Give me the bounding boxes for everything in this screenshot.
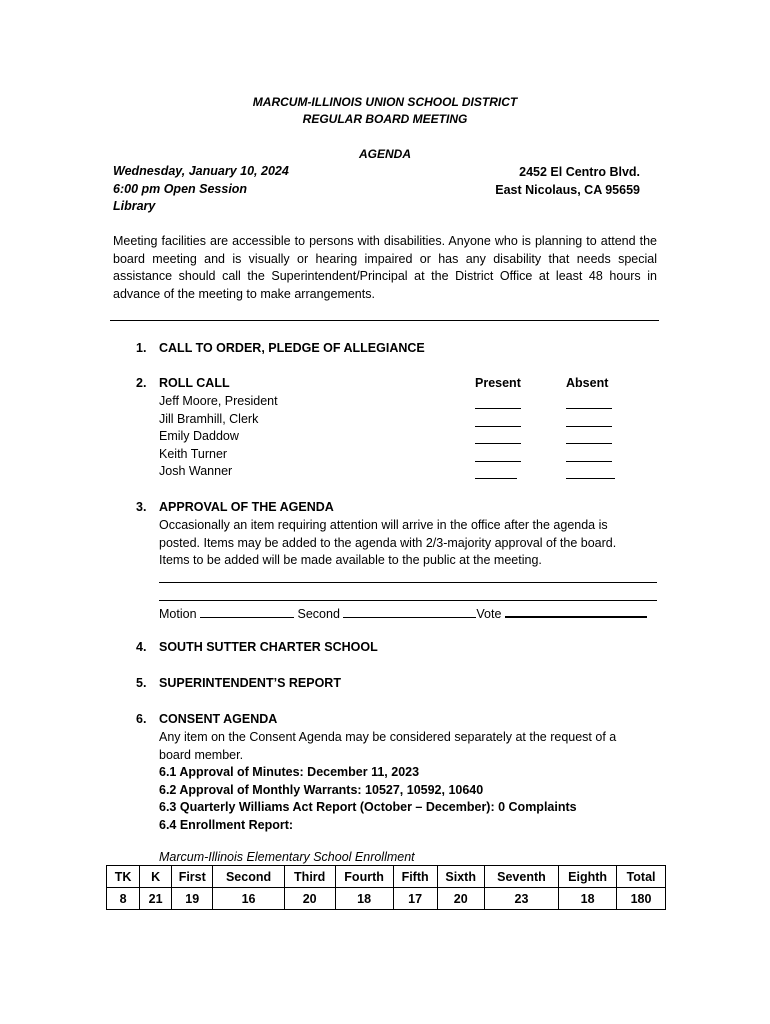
meeting-time: 6:00 pm Open Session [113, 181, 248, 196]
absent-header: Absent [566, 376, 609, 390]
item-1-title: CALL TO ORDER, PLEDGE OF ALLEGIANCE [159, 341, 425, 355]
member-name: Jeff Moore, President [159, 394, 278, 408]
item-6-text: Any item on the Consent Agenda may be considered separately at the request of a [159, 730, 617, 744]
present-blank [475, 443, 521, 444]
absent-blank [566, 443, 612, 444]
motion-label: Motion [159, 607, 197, 621]
consent-subitem: 6.3 Quarterly Williams Act Report (October – December): 0 Complaints [159, 800, 577, 814]
absent-blank [566, 426, 612, 427]
item-5-title: SUPERINTENDENT’S REPORT [159, 676, 341, 690]
address-line-1: 2452 El Centro Blvd. [519, 165, 640, 179]
table-header-cell: Third [284, 866, 335, 888]
item-2-number: 2. [136, 376, 147, 390]
item-4-title: SOUTH SUTTER CHARTER SCHOOL [159, 640, 378, 654]
table-header-cell: First [172, 866, 213, 888]
member-name: Keith Turner [159, 446, 228, 461]
present-blank [475, 478, 517, 479]
item-6-title: CONSENT AGENDA [159, 712, 278, 726]
table-cell: 19 [172, 888, 213, 910]
present-blank [475, 426, 521, 427]
table-header-row [107, 866, 666, 888]
table-header-cell: Seventh [484, 866, 558, 888]
absent-blank [566, 478, 615, 479]
table-cell: 20 [284, 888, 335, 910]
table-header-cell: K [140, 866, 172, 888]
agenda-title: AGENDA [358, 147, 411, 161]
table-header-cell: Total [617, 866, 666, 888]
table-cell: 16 [213, 888, 284, 910]
present-blank [475, 408, 521, 409]
item-3-text: posted. Items may be added to the agenda with 2/3-majority approval of the board. [159, 535, 617, 550]
table-cell: 18 [559, 888, 617, 910]
table-cell: 8 [107, 888, 140, 910]
table-cell: 17 [393, 888, 437, 910]
item-6-text: board member. [159, 747, 244, 762]
item-1-number: 1. [136, 341, 147, 355]
consent-subitem: 6.2 Approval of Monthly Warrants: 10527, 10592, 10640 [159, 782, 484, 797]
meeting-place: Library [113, 199, 156, 213]
enrollment-caption: Marcum-Illinois Elementary School Enrollment [159, 850, 415, 864]
table-header-cell: Second [213, 866, 284, 888]
amendment-blank-line [159, 582, 657, 583]
item-3-title: APPROVAL OF THE AGENDA [159, 500, 334, 514]
district-name: MARCUM-ILLINOIS UNION SCHOOL DISTRICT [252, 95, 518, 109]
meeting-type: REGULAR BOARD MEETING [302, 112, 468, 126]
second-label: Second [297, 607, 340, 621]
table-cell: 18 [335, 888, 393, 910]
item-6-number: 6. [136, 712, 147, 726]
present-blank [475, 461, 521, 462]
enrollment-table [106, 865, 666, 910]
address-line-2: East Nicolaus, CA 95659 [495, 182, 640, 197]
item-4-number: 4. [136, 640, 147, 654]
consent-subitem: 6.1 Approval of Minutes: December 11, 2023 [159, 765, 420, 779]
item-3-text: Occasionally an item requiring attention will arrive in the office after the agenda is [159, 518, 608, 532]
table-cell: 21 [140, 888, 172, 910]
absent-blank [566, 408, 612, 409]
motion-blank [200, 605, 294, 618]
vote-label: Vote [476, 607, 502, 621]
header-divider [110, 320, 659, 321]
member-name: Jill Bramhill, Clerk [159, 411, 259, 426]
amendment-blank-line [159, 600, 657, 601]
member-name: Emily Daddow [159, 429, 239, 443]
member-name: Josh Wanner [159, 464, 233, 478]
item-2-title: ROLL CALL [159, 376, 230, 390]
item-3-text: Items to be added will be made available to the public at the meeting. [159, 553, 542, 567]
item-5-number: 5. [136, 676, 147, 690]
meeting-date: Wednesday, January 10, 2024 [113, 164, 289, 178]
table-header-cell: TK [107, 866, 140, 888]
absent-blank [566, 461, 612, 462]
accessibility-notice: Meeting facilities are accessible to persons with disabilities. Anyone who is planning to attend the board meeting and is visually or hearing impaired or has any disability that needs special assistance should call the Superintendent/Principal at the District Office at least 48 hours in advance of the meeting to make arrangements. [113, 234, 657, 301]
motion-line [159, 604, 647, 624]
table-header-cell: Fourth [335, 866, 393, 888]
table-header-cell: Sixth [437, 866, 484, 888]
item-3-number: 3. [136, 500, 147, 514]
table-cell: 20 [437, 888, 484, 910]
present-header: Present [475, 376, 521, 390]
vote-blank [505, 604, 647, 618]
second-blank [343, 605, 476, 618]
consent-subitem: 6.4 Enrollment Report: [159, 817, 294, 832]
table-row [107, 888, 666, 910]
table-cell: 23 [484, 888, 558, 910]
table-cell: 180 [617, 888, 666, 910]
table-header-cell: Fifth [393, 866, 437, 888]
table-header-cell: Eighth [559, 866, 617, 888]
